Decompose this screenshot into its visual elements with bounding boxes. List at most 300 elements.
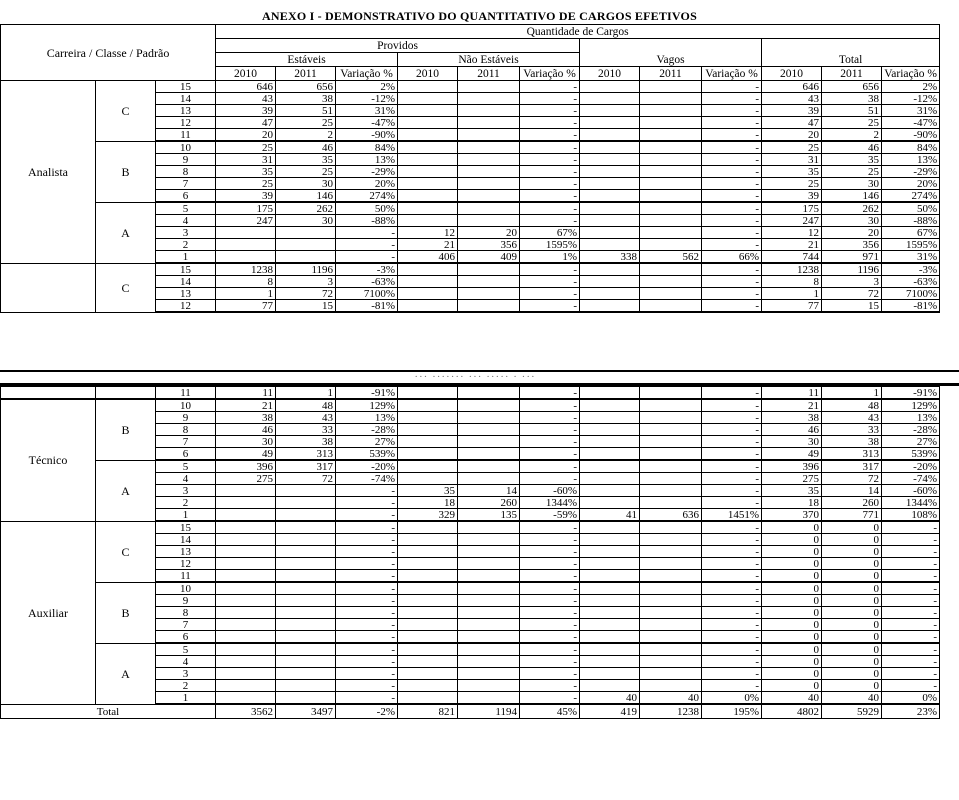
value-cell: 47 — [216, 117, 276, 129]
value-cell — [640, 643, 702, 656]
value-cell: 0% — [702, 692, 762, 705]
value-cell: 0 — [762, 643, 822, 656]
value-cell: -91% — [882, 387, 940, 400]
value-cell — [458, 558, 520, 570]
carreira-label: Técnico — [1, 399, 96, 521]
value-cell — [276, 227, 336, 239]
value-cell: - — [336, 643, 398, 656]
padrao-cell: 8 — [156, 607, 216, 619]
value-cell: 48 — [822, 399, 882, 412]
padrao-cell: 11 — [156, 387, 216, 400]
padrao-cell: 12 — [156, 558, 216, 570]
value-cell: - — [702, 607, 762, 619]
value-cell — [398, 546, 458, 558]
table-row — [1, 81, 940, 93]
value-cell: 25 — [822, 166, 882, 178]
year-2010-header: 2010 — [580, 67, 640, 81]
value-cell: - — [702, 105, 762, 117]
value-cell — [216, 631, 276, 644]
value-cell — [640, 227, 702, 239]
value-cell: 38 — [822, 93, 882, 105]
value-cell: - — [336, 595, 398, 607]
value-cell — [458, 117, 520, 129]
value-cell: 40 — [640, 692, 702, 705]
value-cell: - — [520, 424, 580, 436]
value-cell: 72 — [822, 288, 882, 300]
value-cell: 35 — [762, 485, 822, 497]
row-label-header: Carreira / Classe / Padrão — [1, 25, 216, 81]
value-cell: -60% — [520, 485, 580, 497]
value-cell: -81% — [336, 300, 398, 313]
value-cell: 262 — [276, 202, 336, 215]
value-cell — [458, 460, 520, 473]
value-cell — [640, 300, 702, 313]
value-cell: - — [336, 619, 398, 631]
value-cell: - — [336, 680, 398, 692]
value-cell — [580, 485, 640, 497]
value-cell: 14 — [822, 485, 882, 497]
value-cell: - — [520, 643, 580, 656]
value-cell: - — [520, 607, 580, 619]
value-cell: - — [336, 227, 398, 239]
value-cell — [216, 509, 276, 522]
quantidade-header: Quantidade de Cargos — [216, 25, 940, 39]
value-cell — [640, 582, 702, 595]
value-cell: 27% — [882, 436, 940, 448]
year-2011-header: 2011 — [458, 67, 520, 81]
padrao-cell: 9 — [156, 412, 216, 424]
value-cell — [640, 497, 702, 509]
value-cell: - — [702, 215, 762, 227]
value-cell: - — [702, 595, 762, 607]
value-cell: 47 — [762, 117, 822, 129]
value-cell: - — [520, 105, 580, 117]
value-cell: 72 — [276, 288, 336, 300]
padrao-cell: 1 — [156, 692, 216, 705]
padrao-cell: 1 — [156, 251, 216, 264]
value-cell — [398, 643, 458, 656]
value-cell: - — [520, 387, 580, 400]
value-cell: - — [702, 81, 762, 93]
value-cell — [640, 521, 702, 534]
value-cell — [276, 546, 336, 558]
value-cell — [458, 570, 520, 583]
value-cell: 39 — [762, 105, 822, 117]
value-cell: - — [336, 485, 398, 497]
value-cell: 25 — [762, 178, 822, 190]
value-cell: 30 — [216, 436, 276, 448]
padrao-cell: 5 — [156, 460, 216, 473]
table-row — [1, 263, 940, 276]
year-2011-header: 2011 — [640, 67, 702, 81]
value-cell — [398, 680, 458, 692]
value-cell: 15 — [276, 300, 336, 313]
value-cell: 41 — [580, 509, 640, 522]
value-cell: 0 — [762, 570, 822, 583]
value-cell — [458, 643, 520, 656]
padrao-cell: 13 — [156, 288, 216, 300]
value-cell: - — [702, 300, 762, 313]
value-cell: - — [336, 521, 398, 534]
value-cell: 0 — [762, 631, 822, 644]
value-cell: 396 — [216, 460, 276, 473]
value-cell: 72 — [822, 473, 882, 485]
value-cell: - — [336, 239, 398, 251]
value-cell: 84% — [336, 141, 398, 154]
value-cell: - — [520, 460, 580, 473]
value-cell: 262 — [822, 202, 882, 215]
value-cell — [640, 460, 702, 473]
value-cell — [458, 424, 520, 436]
value-cell: 0 — [822, 668, 882, 680]
total-row — [1, 704, 940, 719]
value-cell: 0 — [762, 680, 822, 692]
value-cell: 20 — [216, 129, 276, 142]
padrao-cell: 14 — [156, 534, 216, 546]
value-cell: - — [520, 129, 580, 142]
value-cell: 1238 — [216, 263, 276, 276]
value-cell: 12 — [398, 227, 458, 239]
value-cell — [458, 473, 520, 485]
value-cell — [580, 190, 640, 203]
value-cell: 8 — [216, 276, 276, 288]
value-cell: 1344% — [520, 497, 580, 509]
classe-label: B — [96, 399, 156, 460]
value-cell: -63% — [336, 276, 398, 288]
value-cell — [398, 619, 458, 631]
value-cell: 39 — [762, 190, 822, 203]
value-cell: 13% — [336, 412, 398, 424]
value-cell: 25 — [216, 141, 276, 154]
value-cell: 18 — [762, 497, 822, 509]
value-cell: 77 — [216, 300, 276, 313]
value-cell: - — [336, 546, 398, 558]
value-cell — [458, 141, 520, 154]
value-cell — [580, 460, 640, 473]
value-cell: 20% — [336, 178, 398, 190]
value-cell — [398, 202, 458, 215]
value-cell: -59% — [520, 509, 580, 522]
value-cell: - — [520, 448, 580, 461]
value-cell: 0 — [762, 521, 822, 534]
value-cell: 25 — [216, 178, 276, 190]
padrao-cell: 2 — [156, 239, 216, 251]
padrao-cell: 6 — [156, 448, 216, 461]
value-cell: 2% — [336, 81, 398, 93]
value-cell: - — [336, 509, 398, 522]
value-cell — [276, 497, 336, 509]
value-cell — [398, 656, 458, 668]
value-cell — [458, 607, 520, 619]
value-cell: - — [520, 154, 580, 166]
value-cell — [580, 473, 640, 485]
value-cell: -88% — [336, 215, 398, 227]
value-cell — [640, 680, 702, 692]
classe-label: B — [96, 582, 156, 643]
value-cell — [458, 105, 520, 117]
value-cell: 35 — [762, 166, 822, 178]
value-cell — [458, 178, 520, 190]
value-cell: 50% — [336, 202, 398, 215]
value-cell: - — [520, 93, 580, 105]
value-cell: 317 — [822, 460, 882, 473]
value-cell — [580, 263, 640, 276]
padrao-cell: 10 — [156, 399, 216, 412]
value-cell: 27% — [336, 436, 398, 448]
value-cell: 46 — [762, 424, 822, 436]
value-cell — [640, 412, 702, 424]
value-cell — [398, 412, 458, 424]
value-cell — [580, 643, 640, 656]
value-cell — [458, 412, 520, 424]
value-cell — [640, 202, 702, 215]
value-cell: - — [336, 692, 398, 705]
value-cell: - — [702, 473, 762, 485]
value-cell: 0 — [822, 546, 882, 558]
value-cell: 646 — [762, 81, 822, 93]
value-cell — [640, 263, 702, 276]
year-2010-header: 2010 — [398, 67, 458, 81]
value-cell — [398, 93, 458, 105]
value-cell: - — [882, 619, 940, 631]
value-cell: -20% — [336, 460, 398, 473]
value-cell: 0 — [762, 619, 822, 631]
year-2010-header: 2010 — [216, 67, 276, 81]
value-cell: 30 — [276, 178, 336, 190]
value-cell: 1% — [520, 251, 580, 264]
value-cell: 313 — [276, 448, 336, 461]
value-cell — [216, 251, 276, 264]
value-cell — [580, 521, 640, 534]
padrao-cell: 10 — [156, 582, 216, 595]
value-cell — [640, 239, 702, 251]
value-cell: 35 — [216, 166, 276, 178]
value-cell — [580, 288, 640, 300]
value-cell — [398, 263, 458, 276]
value-cell: -3% — [882, 263, 940, 276]
value-cell — [276, 239, 336, 251]
value-cell — [580, 227, 640, 239]
value-cell — [640, 534, 702, 546]
value-cell: 313 — [822, 448, 882, 461]
value-cell — [276, 643, 336, 656]
value-cell: 1238 — [762, 263, 822, 276]
value-cell: 66% — [702, 251, 762, 264]
value-cell: 30 — [822, 178, 882, 190]
value-cell — [276, 631, 336, 644]
padrao-cell: 12 — [156, 117, 216, 129]
value-cell — [458, 619, 520, 631]
value-cell: 129% — [336, 399, 398, 412]
value-cell: - — [520, 276, 580, 288]
padrao-cell: 3 — [156, 227, 216, 239]
value-cell: 274% — [336, 190, 398, 203]
value-cell: - — [882, 631, 940, 644]
value-cell: 51 — [276, 105, 336, 117]
value-cell: 33 — [822, 424, 882, 436]
value-cell — [398, 521, 458, 534]
value-cell — [458, 263, 520, 276]
value-cell: 175 — [216, 202, 276, 215]
padrao-cell: 8 — [156, 166, 216, 178]
value-cell: 1595% — [882, 239, 940, 251]
value-cell: - — [702, 619, 762, 631]
value-cell — [640, 595, 702, 607]
value-cell: - — [702, 460, 762, 473]
value-cell — [580, 680, 640, 692]
value-cell — [398, 607, 458, 619]
value-cell: 1 — [276, 387, 336, 400]
value-cell: 30 — [762, 436, 822, 448]
value-cell — [640, 166, 702, 178]
value-cell: -74% — [882, 473, 940, 485]
value-cell: 370 — [762, 509, 822, 522]
value-cell: - — [702, 668, 762, 680]
value-cell — [580, 117, 640, 129]
classe-label: B — [96, 141, 156, 202]
value-cell — [398, 570, 458, 583]
value-cell: 25 — [822, 117, 882, 129]
value-cell: 40 — [762, 692, 822, 705]
value-cell: 0 — [762, 534, 822, 546]
value-cell: 0 — [822, 619, 882, 631]
value-cell: - — [336, 607, 398, 619]
variacao-header: Variação % — [702, 67, 762, 81]
padrao-cell: 5 — [156, 202, 216, 215]
value-cell — [398, 534, 458, 546]
value-cell: - — [520, 619, 580, 631]
value-cell: -90% — [336, 129, 398, 142]
value-cell: - — [520, 81, 580, 93]
value-cell — [458, 300, 520, 313]
value-cell — [216, 558, 276, 570]
value-cell: 656 — [276, 81, 336, 93]
value-cell — [640, 485, 702, 497]
value-cell: 77 — [762, 300, 822, 313]
nao-estaveis-header: Não Estáveis — [398, 53, 580, 67]
value-cell: 25 — [276, 117, 336, 129]
value-cell: - — [882, 521, 940, 534]
value-cell: 247 — [762, 215, 822, 227]
carreira-label — [1, 387, 96, 400]
value-cell — [580, 619, 640, 631]
value-cell — [458, 692, 520, 705]
value-cell: 38 — [276, 93, 336, 105]
value-cell: 0 — [822, 570, 882, 583]
value-cell: - — [702, 643, 762, 656]
value-cell: - — [520, 166, 580, 178]
value-cell — [216, 595, 276, 607]
value-cell: -3% — [336, 263, 398, 276]
value-cell: 0 — [762, 595, 822, 607]
padrao-cell: 9 — [156, 154, 216, 166]
value-cell — [640, 178, 702, 190]
value-cell: 0 — [822, 643, 882, 656]
value-cell — [580, 558, 640, 570]
value-cell — [458, 546, 520, 558]
value-cell: - — [702, 680, 762, 692]
value-cell: 0 — [762, 668, 822, 680]
padrao-cell: 14 — [156, 93, 216, 105]
value-cell — [640, 154, 702, 166]
value-cell: 0 — [762, 558, 822, 570]
value-cell: -81% — [882, 300, 940, 313]
carreira-label: Analista — [1, 81, 96, 264]
total-value-cell: 419 — [580, 704, 640, 719]
value-cell — [580, 412, 640, 424]
value-cell — [398, 129, 458, 142]
value-cell: - — [882, 546, 940, 558]
value-cell — [640, 448, 702, 461]
value-cell: 562 — [640, 251, 702, 264]
value-cell: 49 — [762, 448, 822, 461]
value-cell: 1344% — [882, 497, 940, 509]
value-cell — [398, 166, 458, 178]
value-cell: 21 — [762, 239, 822, 251]
padrao-cell: 10 — [156, 141, 216, 154]
total-value-cell: 4802 — [762, 704, 822, 719]
vagos-header: Vagos — [580, 39, 762, 67]
value-cell — [216, 643, 276, 656]
value-cell — [276, 680, 336, 692]
value-cell: -63% — [882, 276, 940, 288]
value-cell — [580, 595, 640, 607]
value-cell — [458, 595, 520, 607]
value-cell — [640, 424, 702, 436]
value-cell: 40 — [822, 692, 882, 705]
value-cell: - — [702, 570, 762, 583]
value-cell: - — [336, 534, 398, 546]
value-cell — [276, 656, 336, 668]
value-cell — [640, 190, 702, 203]
value-cell: 48 — [276, 399, 336, 412]
value-cell — [458, 436, 520, 448]
value-cell — [458, 81, 520, 93]
classe-label: C — [96, 81, 156, 142]
value-cell — [398, 117, 458, 129]
value-cell: - — [520, 595, 580, 607]
classe-label: A — [96, 643, 156, 704]
value-cell: - — [520, 534, 580, 546]
total-value-cell: 195% — [702, 704, 762, 719]
value-cell: - — [882, 680, 940, 692]
value-cell: - — [336, 631, 398, 644]
value-cell — [458, 202, 520, 215]
value-cell: 38 — [762, 412, 822, 424]
value-cell: - — [702, 227, 762, 239]
value-cell: - — [520, 473, 580, 485]
value-cell — [216, 546, 276, 558]
value-cell — [640, 436, 702, 448]
padrao-cell: 14 — [156, 276, 216, 288]
estaveis-header: Estáveis — [216, 53, 398, 67]
value-cell: - — [336, 251, 398, 264]
value-cell: 0 — [822, 656, 882, 668]
value-cell — [458, 534, 520, 546]
padrao-cell: 15 — [156, 81, 216, 93]
value-cell: 329 — [398, 509, 458, 522]
table-row — [1, 202, 940, 215]
value-cell — [458, 448, 520, 461]
value-cell — [398, 473, 458, 485]
value-cell: 108% — [882, 509, 940, 522]
value-cell: 317 — [276, 460, 336, 473]
value-cell — [398, 387, 458, 400]
value-cell: - — [520, 558, 580, 570]
value-cell: 35 — [398, 485, 458, 497]
value-cell: 51 — [822, 105, 882, 117]
value-cell — [398, 558, 458, 570]
